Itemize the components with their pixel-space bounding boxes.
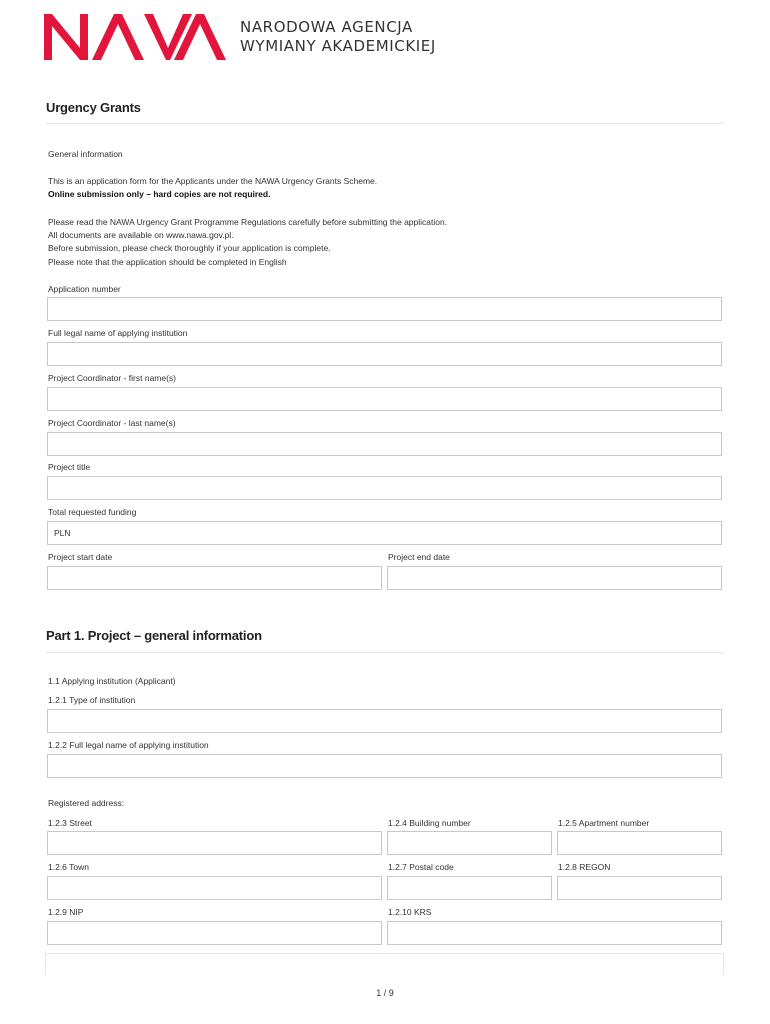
coordinator-last-name-field[interactable] [47,432,722,456]
applying-institution-label: 1.1 Applying institution (Applicant) [48,676,176,686]
start-date-field[interactable] [47,566,382,590]
intro-line-6: Please note that the application should be completed in English [48,257,287,267]
intro-line-5: Before submission, please check thoroughly if your application is complete. [48,243,331,253]
legal-name-field[interactable] [47,342,722,366]
agency-line-1: NARODOWA AGENCJA [240,18,413,36]
street-field[interactable] [47,831,382,855]
total-funding-label: Total requested funding [48,507,137,517]
page-number: 1 / 9 [376,988,394,998]
intro-line-2: Online submission only – hard copies are not required. [48,189,271,199]
nawa-logo [44,12,229,62]
application-number-field[interactable] [47,297,722,321]
apartment-number-label: 1.2.5 Apartment number [558,818,650,828]
next-section-box [45,953,724,975]
apartment-number-field[interactable] [557,831,722,855]
type-of-institution-field[interactable] [47,709,722,733]
general-info-heading: General information [48,149,123,159]
krs-field[interactable] [387,921,722,945]
part1-divider [46,652,724,653]
title-divider [46,123,724,124]
town-label: 1.2.6 Town [48,862,89,872]
town-field[interactable] [47,876,382,900]
krs-label: 1.2.10 KRS [388,907,432,917]
type-of-institution-label: 1.2.1 Type of institution [48,695,136,705]
street-label: 1.2.3 Street [48,818,92,828]
coordinator-last-name-label: Project Coordinator - last name(s) [48,418,176,428]
end-date-field[interactable] [387,566,722,590]
start-date-label: Project start date [48,552,113,562]
coordinator-first-name-label: Project Coordinator - first name(s) [48,373,177,383]
regon-label: 1.2.8 REGON [558,862,611,872]
intro-line-3: Please read the NAWA Urgency Grant Programme Regulations carefully before submitting the application. [48,217,448,227]
funding-currency: PLN [54,528,71,538]
postal-code-field[interactable] [387,876,552,900]
building-number-label: 1.2.4 Building number [388,818,471,828]
application-number-label: Application number [48,284,121,294]
project-title-field[interactable] [47,476,722,500]
agency-line-2: WYMIANY AKADEMICKIEJ [240,37,436,55]
coordinator-first-name-field[interactable] [47,387,722,411]
regon-field[interactable] [557,876,722,900]
full-legal-name-label: 1.2.2 Full legal name of applying institution [48,740,209,750]
end-date-label: Project end date [388,552,450,562]
part1-title: Part 1. Project – general information [46,628,262,643]
intro-line-1: This is an application form for the Applicants under the NAWA Urgency Grants Scheme. [48,176,378,186]
building-number-field[interactable] [387,831,552,855]
nip-label: 1.2.9 NIP [48,907,84,917]
nip-field[interactable] [47,921,382,945]
legal-name-label: Full legal name of applying institution [48,328,188,338]
registered-address-label: Registered address: [48,798,125,808]
full-legal-name-field[interactable] [47,754,722,778]
intro-line-4: All documents are available on www.nawa.gov.pl. [48,230,234,240]
project-title-label: Project title [48,462,91,472]
total-funding-field[interactable] [47,521,722,545]
urgency-grants-title: Urgency Grants [46,100,141,115]
postal-code-label: 1.2.7 Postal code [388,862,454,872]
agency-name [240,18,436,56]
